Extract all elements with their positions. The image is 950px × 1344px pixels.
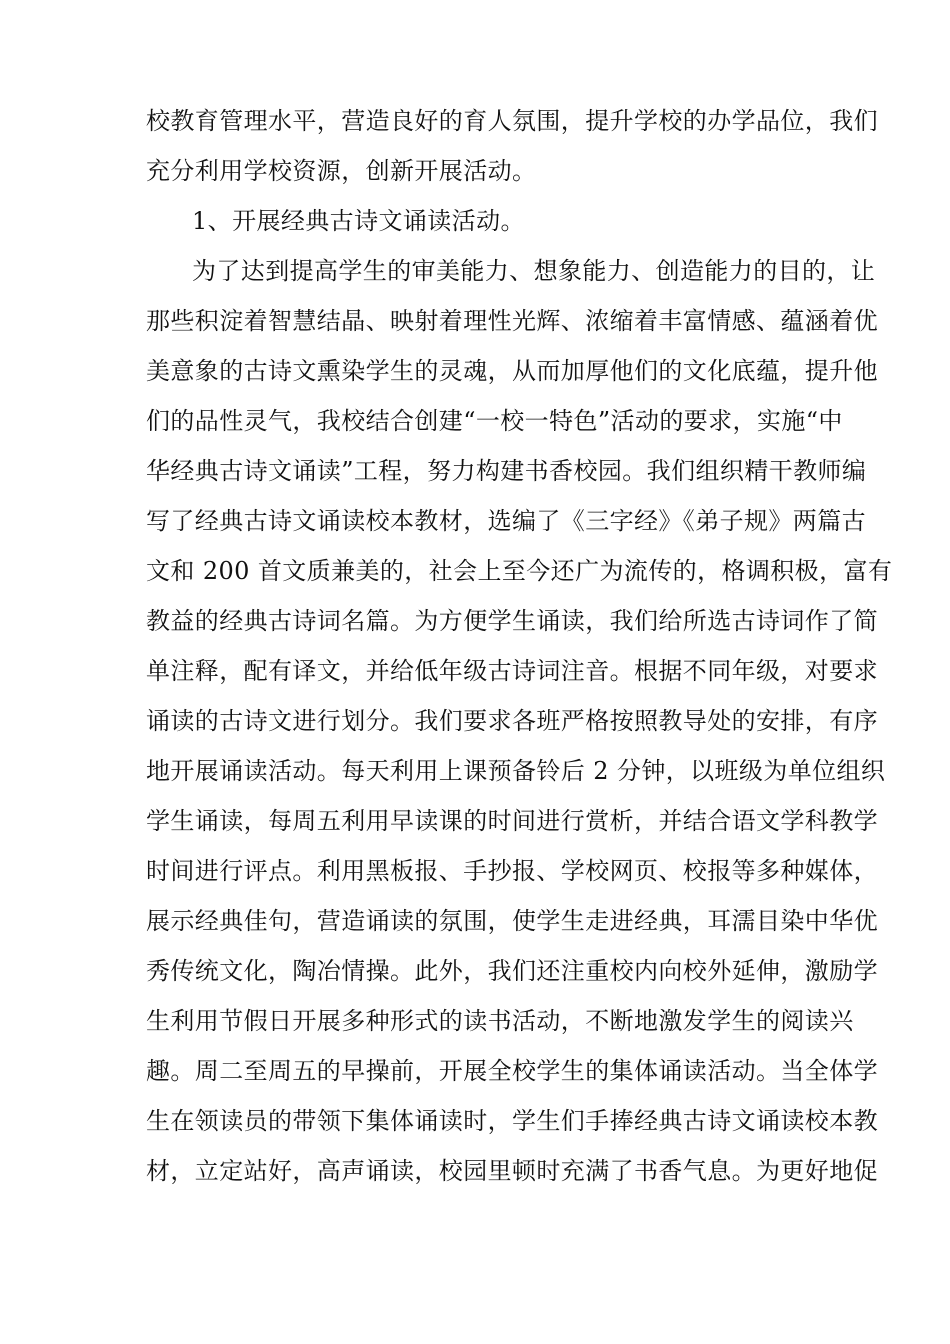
text-line: 展示经典佳句，营造诵读的氛围，使学生走进经典，耳濡目染中华优 xyxy=(146,907,878,935)
text-line: 学生诵读，每周五利用早读课的时间进行赏析，并结合语文学科教学 xyxy=(146,807,878,835)
text-line: 文和 200 首文质兼美的，社会上至今还广为流传的，格调积极，富有 xyxy=(146,557,893,585)
text-line: 诵读的古诗文进行划分。我们要求各班严格按照教导处的安排，有序 xyxy=(146,707,878,735)
text-line: 充分利用学校资源，创新开展活动。 xyxy=(146,157,537,185)
section-heading: 1、开展经典古诗文诵读活动。 xyxy=(192,207,525,235)
text-line: 那些积淀着智慧结晶、映射着理性光辉、浓缩着丰富情感、蕴涵着优 xyxy=(146,307,878,335)
text-line: 生在领读员的带领下集体诵读时，学生们手捧经典古诗文诵读校本教 xyxy=(146,1107,878,1135)
text-line: 华经典古诗文诵读”工程，努力构建书香校园。我们组织精干教师编 xyxy=(146,457,867,485)
paragraph-first-line: 为了达到提高学生的审美能力、想象能力、创造能力的目的，让 xyxy=(192,257,876,285)
text-line: 们的品性灵气，我校结合创建“一校一特色”活动的要求，实施“中 xyxy=(146,407,843,435)
text-line: 生利用节假日开展多种形式的读书活动，不断地激发学生的阅读兴 xyxy=(146,1007,854,1035)
text-line: 美意象的古诗文熏染学生的灵魂，从而加厚他们的文化底蕴，提升他 xyxy=(146,357,878,385)
text-line: 趣。周二至周五的早操前，开展全校学生的集体诵读活动。当全体学 xyxy=(146,1057,878,1085)
text-line: 材，立定站好，高声诵读，校园里顿时充满了书香气息。为更好地促 xyxy=(146,1157,878,1185)
text-line: 地开展诵读活动。每天利用上课预备铃后 2 分钟，以班级为单位组织 xyxy=(146,757,886,785)
text-line: 写了经典古诗文诵读校本教材，选编了《三字经》《弟子规》两篇古 xyxy=(146,507,866,535)
text-line: 校教育管理水平，营造良好的育人氛围，提升学校的办学品位，我们 xyxy=(146,107,878,135)
text-line: 秀传统文化，陶冶情操。此外，我们还注重校内向校外延伸，激励学 xyxy=(146,957,878,985)
text-line: 时间进行评点。利用黑板报、手抄报、学校网页、校报等多种媒体， xyxy=(146,857,878,885)
text-line: 单注释，配有译文，并给低年级古诗词注音。根据不同年级，对要求 xyxy=(146,657,878,685)
text-line: 教益的经典古诗词名篇。为方便学生诵读，我们给所选古诗词作了简 xyxy=(146,607,878,635)
